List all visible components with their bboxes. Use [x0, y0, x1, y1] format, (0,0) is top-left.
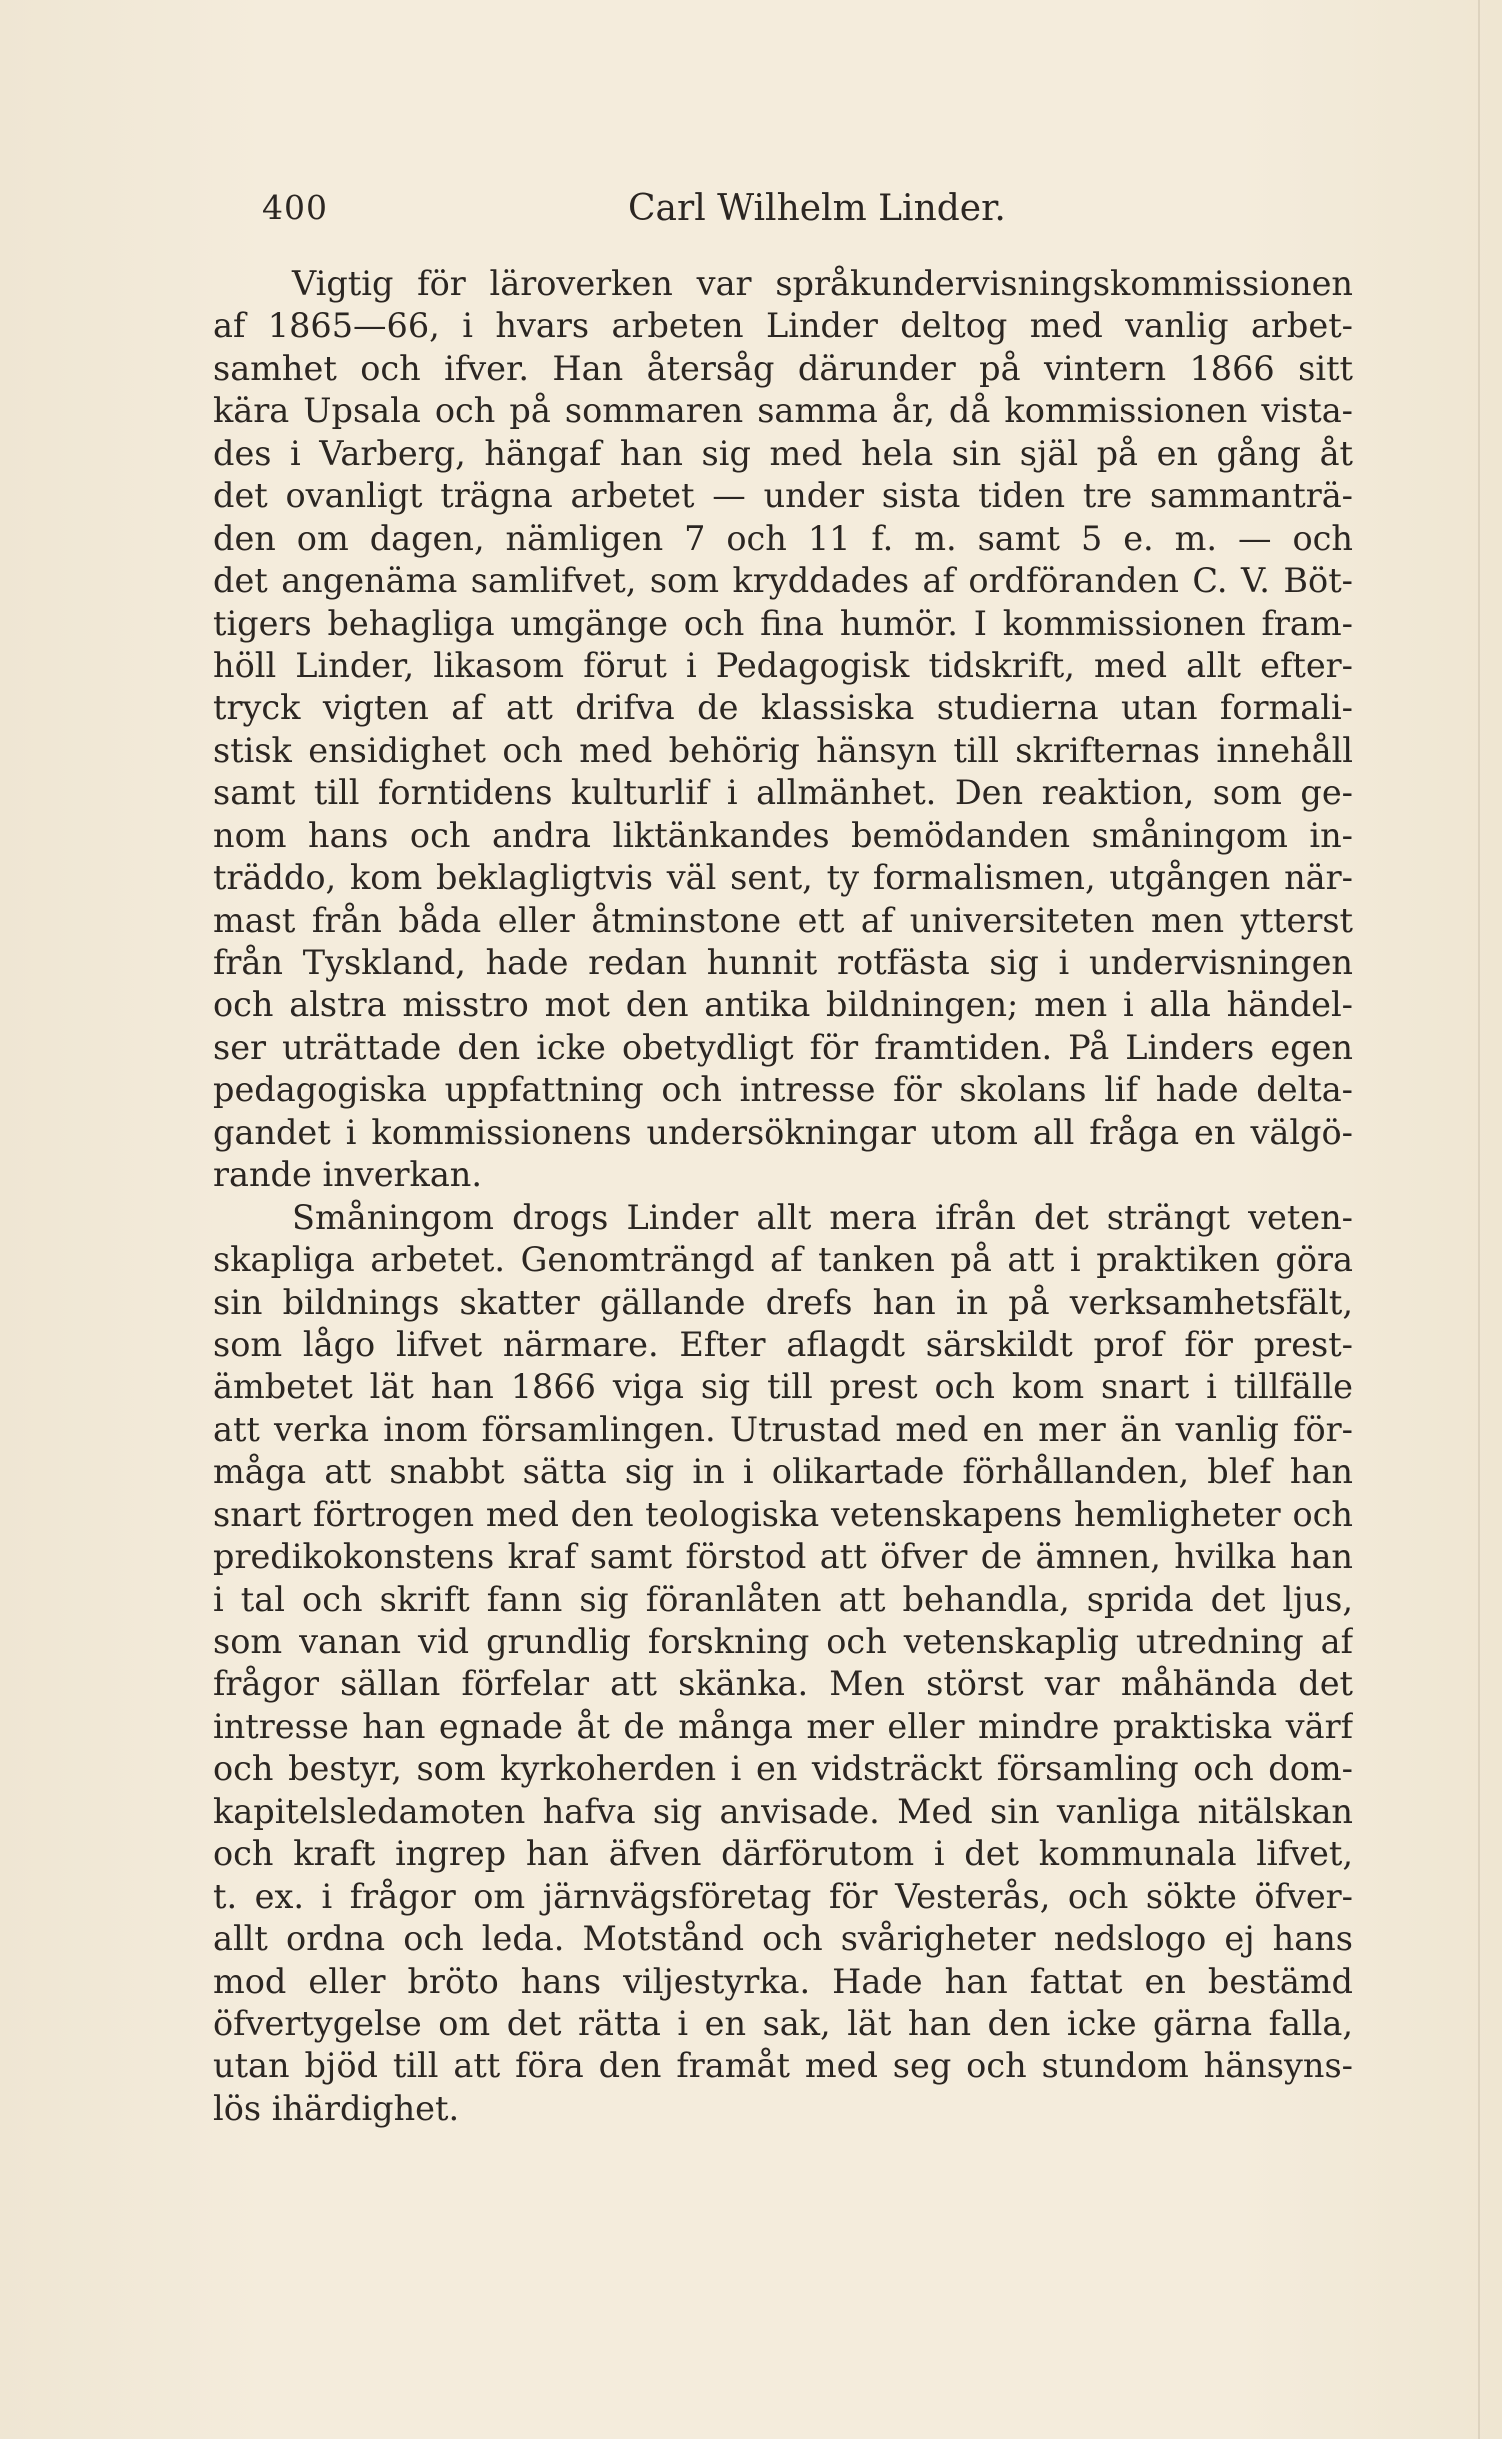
text-line: intresse han egnade åt de många mer eller mindre praktiska värf — [213, 1706, 1353, 1746]
text-line: stisk ensidighet och med behörig hänsyn till skrifternas innehåll — [213, 730, 1353, 770]
text-line: det angenäma samlifvet, som kryddades af ordföranden C. V. Böt- — [213, 561, 1353, 601]
text-line: Småningom drogs Linder allt mera ifrån det strängt veten- — [292, 1197, 1353, 1237]
text-line: predikokonstens kraf samt förstod att öfver de ämnen, hvilka han — [213, 1537, 1353, 1577]
text-line: allt ordna och leda. Motstånd och svårigheter nedslogo ej hans — [213, 1919, 1353, 1959]
text-line: skapliga arbetet. Genomträngd af tanken på att i praktiken göra — [213, 1240, 1353, 1280]
text-line: t. ex. i frågor om järnvägsföretag för Vesterås, och sökte öfver- — [213, 1876, 1353, 1916]
text-line: nom hans och andra liktänkandes bemödanden småningom in- — [213, 815, 1353, 855]
text-line: det ovanligt trägna arbetet — under sista tiden tre sammanträ- — [213, 476, 1353, 516]
text-line: den om dagen, nämligen 7 och 11 f. m. samt 5 e. m. — och — [213, 518, 1353, 558]
text-line: des i Varberg, hängaf han sig med hela sin själ på en gång åt — [213, 433, 1353, 473]
text-line: rande inverkan. — [213, 1155, 483, 1195]
page-number: 400 — [262, 188, 328, 227]
text-line: måga att snabbt sätta sig in i olikartade förhållanden, blef han — [213, 1452, 1353, 1492]
text-line: snart förtrogen med den teologiska vetenskapens hemligheter och — [213, 1494, 1353, 1534]
text-line: utan bjöd till att föra den framåt med seg och stundom hänsyns- — [213, 2046, 1353, 2086]
text-line: kära Upsala och på sommaren samma år, då kommissionen vista- — [213, 391, 1353, 431]
text-line: lös ihärdighet. — [213, 2088, 460, 2128]
text-line: som vanan vid grundlig forskning och vetenskaplig utredning af — [213, 1622, 1353, 1661]
text-line: i tal och skrift fann sig föranlåten att behandla, sprida det ljus, — [213, 1579, 1353, 1619]
text-line: Vigtig för läroverken var språkundervisningskommissionen — [292, 264, 1353, 303]
text-line: kapitelsledamoten hafva sig anvisade. Med sin vanliga nitälskan — [213, 1791, 1353, 1831]
text-line: mod eller bröto hans viljestyrka. Hade han fattat en bestämd — [213, 1961, 1353, 2001]
text-line: ser uträttade den icke obetydligt för framtiden. På Linders egen — [213, 1027, 1353, 1067]
text-line: tryck vigten af att drifva de klassiska studierna utan formali- — [213, 688, 1353, 728]
text-line: ämbetet lät han 1866 viga sig till prest och kom snart i tillfälle — [213, 1367, 1353, 1407]
body-text — [213, 263, 1353, 2130]
text-line: samt till forntidens kulturlif i allmänhet. Den reaktion, som ge- — [213, 773, 1353, 813]
text-line: öfvertygelse om det rätta i en sak, lät han den icke gärna falla, — [213, 2003, 1353, 2043]
text-line: af 1865—66, i hvars arbeten Linder deltog med vanlig arbet- — [213, 306, 1353, 346]
text-line: och alstra misstro mot den antika bildningen; men i alla händel- — [213, 985, 1353, 1025]
text-line: tigers behagliga umgänge och fina humör. I kommissionen fram- — [213, 603, 1353, 643]
running-title: Carl Wilhelm Linder. — [628, 188, 1006, 229]
page-header — [262, 188, 1352, 248]
text-line: och bestyr, som kyrkoherden i en vidsträckt församling och dom- — [213, 1749, 1353, 1789]
text-line: att verka inom församlingen. Utrustad med en mer än vanlig för- — [213, 1409, 1353, 1449]
text-line: mast från båda eller åtminstone ett af universiteten men ytterst — [213, 900, 1353, 940]
text-line: och kraft ingrep han äfven därförutom i det kommunala lifvet, — [213, 1834, 1353, 1874]
text-line: träddo, kom beklagligtvis väl sent, ty formalismen, utgången när- — [213, 858, 1353, 898]
text-line: som lågo lifvet närmare. Efter aflagdt särskildt prof för prest- — [213, 1324, 1353, 1364]
text-line: frågor sällan förfelar att skänka. Men störst var måhända det — [213, 1664, 1353, 1704]
text-line: från Tyskland, hade redan hunnit rotfästa sig i undervisningen — [213, 943, 1353, 982]
page-edge-line — [1478, 0, 1480, 2439]
text-line: sin bildnings skatter gällande drefs han in på verksamhetsfält, — [213, 1282, 1353, 1322]
text-line: höll Linder, likasom förut i Pedagogisk tidskrift, med allt efter- — [213, 645, 1353, 685]
text-line: gandet i kommissionens undersökningar utom all fråga en välgö- — [213, 1112, 1353, 1152]
text-line: pedagogiska uppfattning och intresse för skolans lif hade delta- — [213, 1070, 1353, 1110]
text-line: samhet och ifver. Han återsåg därunder på vintern 1866 sitt — [213, 348, 1353, 388]
